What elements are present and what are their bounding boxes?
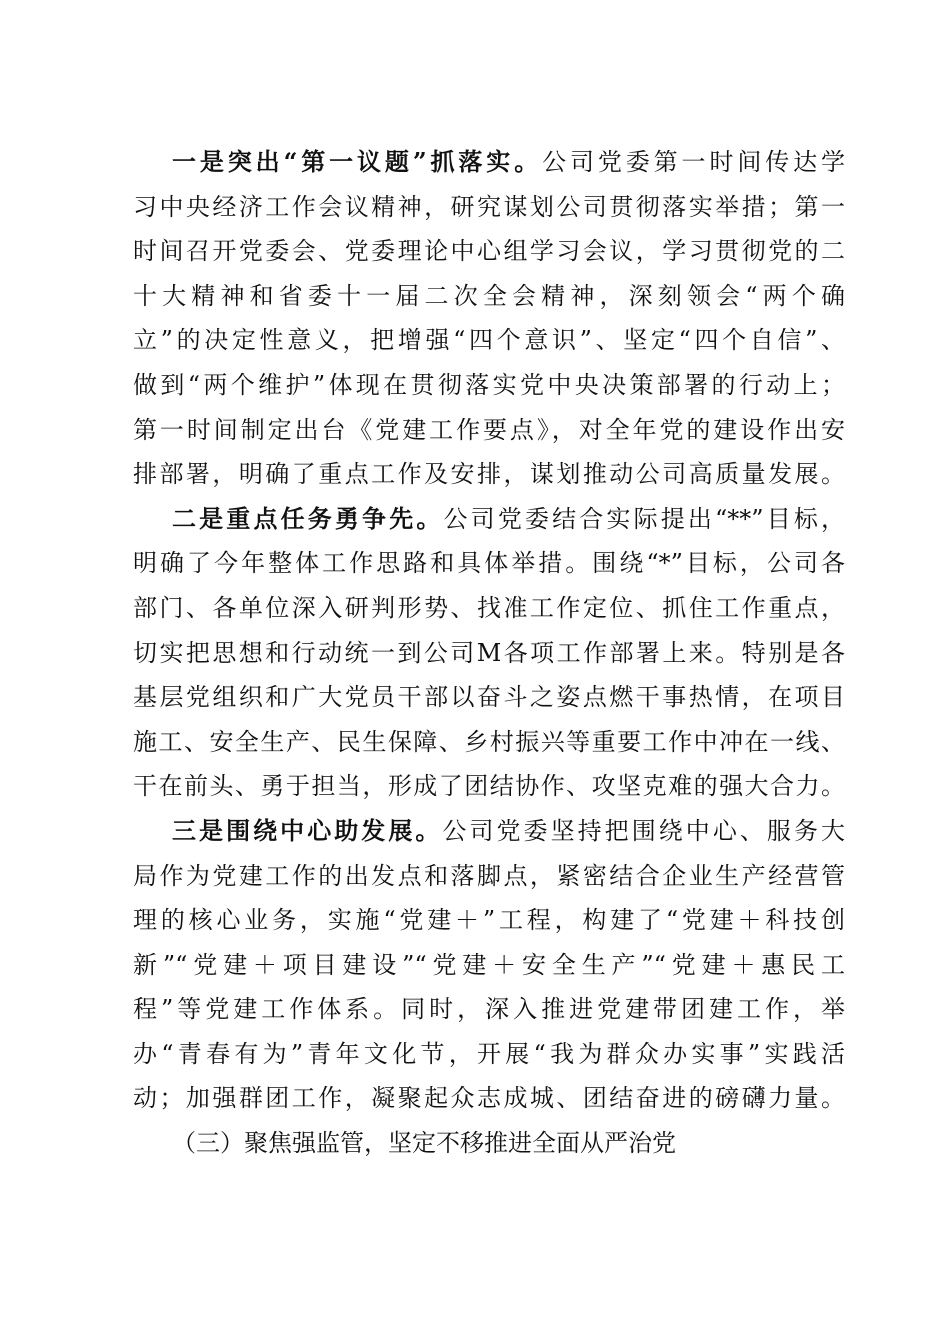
- paragraph-3-line: [133, 813, 845, 858]
- paragraph-1-line: 时间召开党委会、党委理论中心组学习会议，学习贯彻党的二: [133, 237, 845, 266]
- paragraph-3-line: 理的核心业务，实施“党建＋”工程，构建了“党建＋科技创: [133, 906, 845, 935]
- paragraph-2-line: [133, 501, 845, 546]
- paragraph-1-line: 立”的决定性意义，把增强“四个意识”、坚定“四个自信”、: [133, 326, 845, 355]
- paragraph-1-line: 习中央经济工作会议精神，研究谋划公司贯彻落实举措；第一: [133, 192, 845, 221]
- paragraph-3-line: 程”等党建工作体系。同时，深入推进党建带团建工作，举: [133, 995, 845, 1024]
- paragraph-2-line: 基层党组织和广大党员干部以奋斗之姿点燃干事热情，在项目: [133, 683, 845, 712]
- paragraph-1-line: 十大精神和省委十一届二次全会精神，深刻领会“两个确: [133, 281, 845, 310]
- paragraph-3-line: 新”“党建＋项目建设”“党建＋安全生产”“党建＋惠民工: [133, 950, 845, 979]
- paragraph-2-line: 干在前头、勇于担当，形成了团结协作、攻坚克难的强大合力。: [133, 772, 845, 801]
- paragraph-lead: 二是重点任务勇争先。: [172, 503, 444, 533]
- paragraph-2-line: 明确了今年整体工作思路和具体举措。围绕“*”目标，公司各: [133, 549, 845, 578]
- section-heading: （三）聚焦强监管，坚定不移推进全面从严治党: [172, 1129, 676, 1158]
- paragraph-lead: 三是围绕中心助发展。: [172, 815, 443, 845]
- paragraph-2-line: 切实把思想和行动统一到公司M各项工作部署上来。特别是各: [133, 638, 845, 667]
- document-page: [133, 144, 845, 1170]
- paragraph-text: 公司党委第一时间传达学: [542, 148, 846, 176]
- paragraph-1-line: 做到“两个维护”体现在贯彻落实党中央决策部署的行动上；: [133, 370, 845, 399]
- paragraph-lead: 一是突出“第一议题”抓落实。: [172, 147, 543, 176]
- paragraph-3-line: 动；加强群团工作，凝聚起众志成城、团结奋进的磅礴力量。: [133, 1084, 845, 1113]
- paragraph-3-line: 局作为党建工作的出发点和落脚点，紧密结合企业生产经营管: [133, 861, 845, 890]
- paragraph-1-line: 排部署，明确了重点工作及安排，谋划推动公司高质量发展。: [133, 460, 845, 489]
- paragraph-2-line: 施工、安全生产、民生保障、乡村振兴等重要工作中冲在一线、: [133, 727, 845, 756]
- paragraph-3-line: 办“青春有为”青年文化节，开展“我为群众办实事”实践活: [133, 1039, 845, 1068]
- paragraph-2-line: 部门、各单位深入研判形势、找准工作定位、抓住工作重点，: [133, 593, 845, 622]
- paragraph-1-line: 第一时间制定出台《党建工作要点》，对全年党的建设作出安: [133, 415, 845, 444]
- paragraph-text: 公司党委结合实际提出“**”目标，: [443, 504, 846, 533]
- paragraph-text: 公司党委坚持把围绕中心、服务大: [442, 816, 846, 845]
- paragraph-1-line: [133, 144, 845, 189]
